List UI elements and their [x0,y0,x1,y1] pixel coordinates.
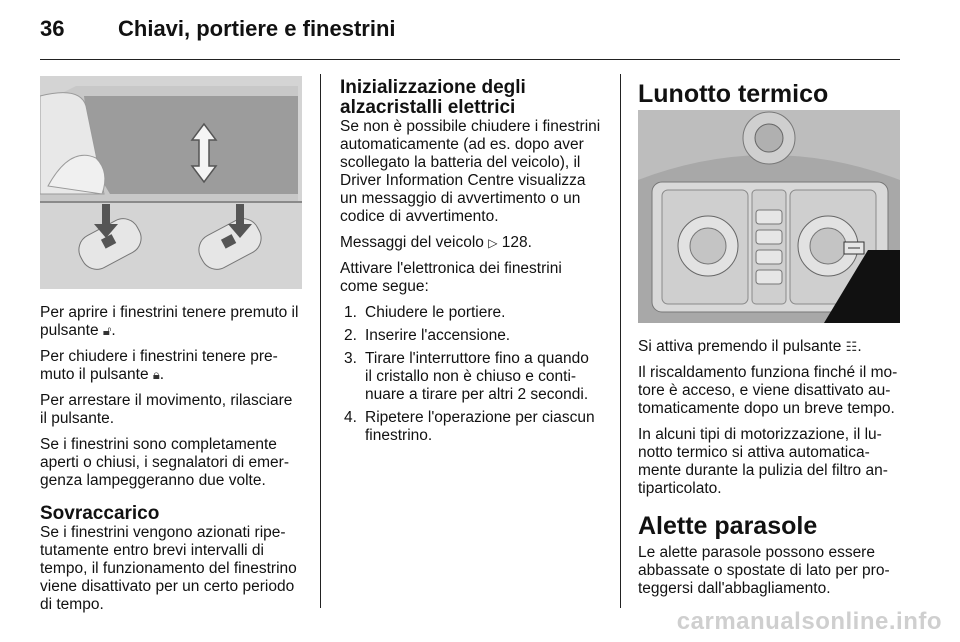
paragraph-stop-movement: Per arrestare il movimento, rilasciare il pulsante. [40,392,293,427]
paragraph-filter-cleaning: In alcuni tipi di motorizzazione, il lu- notto termico si attiva automatica- mente durante la pulizia del filtro an- tiparticolato. [638,426,888,497]
window-key-figure [40,76,302,289]
paragraph-vehicle-messages: Messaggi del veicolo ▷ 128. [340,234,532,251]
list-item: 2. Inserire l'accensione. [344,327,511,344]
heading-rear-window-container [638,80,902,108]
column-1 [40,304,310,622]
heading-sun-visors: Alette parasole [638,512,818,540]
paragraph-activate-rear-heating: Si attiva premendo il pulsante ☷. [638,338,862,355]
paragraph-init-intro: Se non è possibile chiudere i finestrini automaticamente (ad es. dopo aver scollegato la batteria del veicolo), il Driver Information Centre visualizza un messaggio di avvertimento o un codice di avvertimento. [340,118,601,225]
header-rule [40,59,900,60]
paragraph-heating-duration: Il riscaldamento funziona finché il mo- tore è acceso, e viene disattivato au- tomaticamente dopo un breve tempo. [638,364,898,417]
list-item: 3. Tirare l'interruttore fino a quando il cristallo non è chiuso e conti- nuare a tirare per altri 2 secondi. [344,350,589,403]
paragraph-close-windows: Per chiudere i finestrini tenere pre- muto il pulsante 🔒︎. [40,348,278,383]
steps-list [340,304,612,445]
climate-control-figure [638,110,900,323]
heading-overload: Sovraccarico [40,503,160,524]
paragraph-hazard-flash: Se i finestrini sono completamente aperti o chiusi, i segnalatori di emer- genza lampeggeranno due volte. [40,436,289,489]
column-3 [638,338,904,606]
paragraph-overload: Se i finestrini vengono azionati ripe- tutamente entro brevi intervalli di tempo, il funzionamento del finestrino viene disattivato per un certo periodo di tempo. [40,524,297,613]
watermark-text: carmanualsonline.info [676,608,942,635]
unlock-icon: 🔓︎ [102,323,112,338]
page-number: 36 [40,16,65,41]
column-2 [340,78,612,450]
paragraph-open-windows: Per aprire i finestrini tenere premuto il pulsante 🔓︎. [40,304,299,339]
heading-init-power-windows: Inizializzazione degli alzacristalli elettrici [340,77,526,118]
list-item: 4. Ripetere l'operazione per ciascun finestrino. [344,409,595,444]
lock-icon: 🔒︎ [152,367,160,382]
column-divider-1 [320,74,321,608]
chapter-title: Chiavi, portiere e finestrini [118,16,396,41]
page-reference-icon: ▷ [488,236,498,250]
list-item: 1. Chiudere le portiere. [344,304,506,321]
column-divider-2 [620,74,621,608]
heading-rear-window-heating: Lunotto termico [638,80,829,108]
rear-window-heater-icon: ☷ [845,339,858,354]
paragraph-sun-visors: Le alette parasole possono essere abbassate o spostate di lato per pro- teggersi dall'abbagliamento. [638,544,890,597]
paragraph-activate: Attivare l'elettronica dei finestrini come segue: [340,260,562,295]
